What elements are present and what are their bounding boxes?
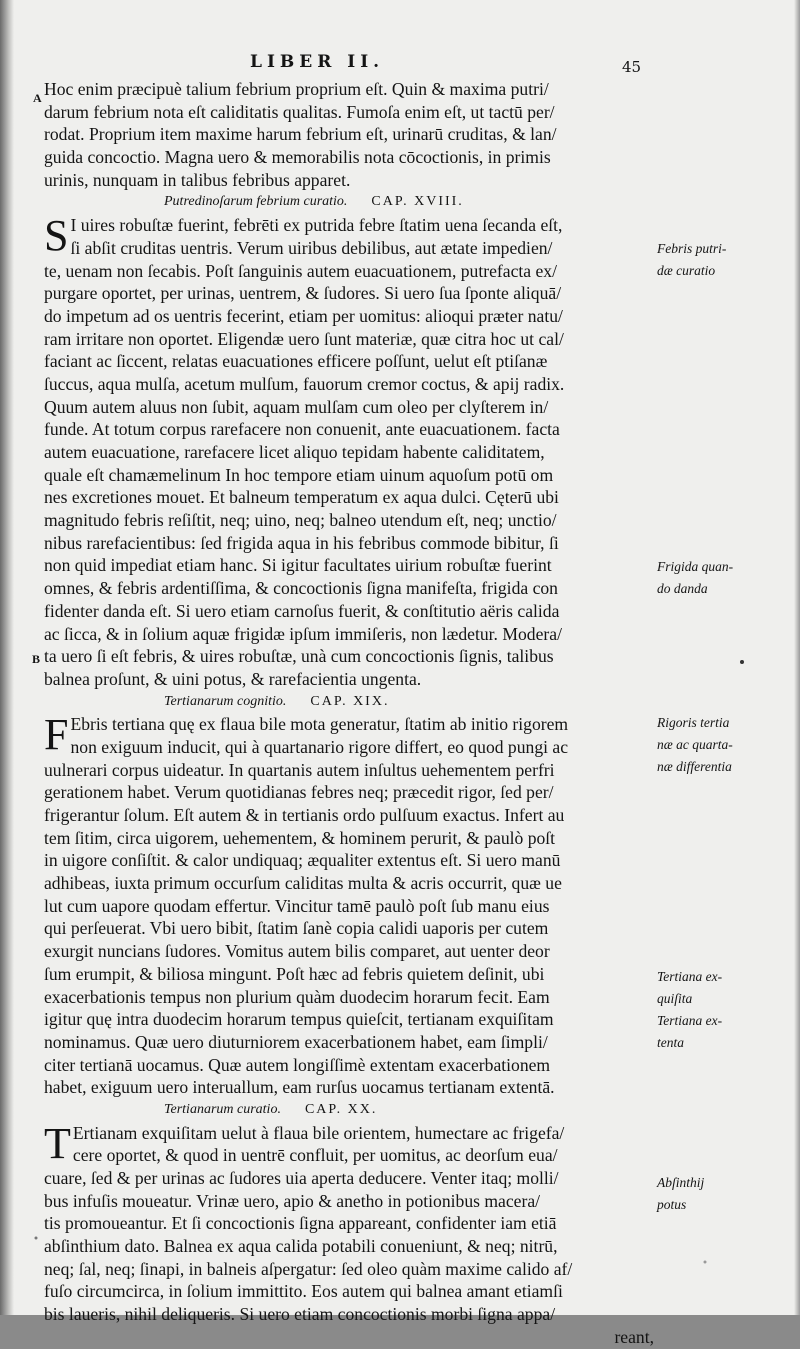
chapter-number: CAP. XIX. — [310, 693, 390, 709]
ink-speck — [35, 1237, 38, 1240]
text-line: do impetum ad os uentris fecerint, etiam per uomitus: alioqui præter natu/ — [44, 305, 563, 326]
text-line: qui perſeuerat. Vbi uero bibit, ſtatim ſanè copia calidi uaporis per cutem — [44, 918, 549, 939]
ink-speck — [740, 660, 744, 664]
text-line: S I uires robuſtæ fuerint, febrēti ex putrida febre ſtatim uena ſecanda eſt, — [44, 211, 563, 261]
chapter-title: Tertianarum cognitio. — [164, 693, 287, 709]
running-head: LIBER II. — [250, 52, 385, 72]
chapter-title: Tertianarum curatio. — [164, 1101, 281, 1117]
text-line: guida concoctio. Magna uero & memorabilis nota cōcoctionis, in primis — [44, 147, 551, 168]
margin-marker-b: B — [32, 652, 41, 666]
initial-capital: S — [44, 211, 69, 261]
text-line: tem ſitim, circa uigorem, uehementem, & hominem perurit, & paulò poſt — [44, 827, 556, 848]
text-line: ſuccus, aqua mulſa, acetum mulſum, fauorum cremor coctus, & apij radix. — [44, 373, 565, 394]
text-line: autem euacuatione, rarefacere licet aliquo tepidam habente caliditatem, — [44, 442, 545, 462]
text-line: fuſo circumcirca, in ſolium immittito. Eos autem qui balnea amant etiamſi — [44, 1281, 563, 1302]
text-line: Quum autem aluus non ſubit, aquam mulſam cum oleo per clyſterem in/ — [44, 396, 549, 417]
text-line: Hoc enim præcipuè talium febrium proprium eſt. Quin & maxima putri/ — [44, 79, 549, 99]
chapter-heading — [44, 1099, 654, 1122]
text-line: habet, exiguum uero interuallum, eam rurſus uocamus tertianam extentā. — [44, 1077, 555, 1098]
text-line: igitur quę intra duodecim horarum tempus quieſcit, tertianam exquiſitam — [44, 1009, 554, 1030]
chapter-number: CAP. XVIII. — [371, 194, 464, 210]
side-note: Rigoris tertia næ ac quarta- næ differentia — [657, 715, 733, 774]
initial-capital: F — [44, 710, 69, 760]
text-line: te, uenam non ſecabis. Poſt ſanguinis autem euacuationem, putrefacta ex/ — [44, 260, 557, 281]
margin-marker-a: A — [33, 91, 42, 105]
text-line: urinis, nunquam in talibus febribus apparet. — [44, 169, 351, 190]
text-line: balnea proſunt, & uini potus, & rarefacientia ungenta. — [44, 668, 422, 689]
text-line: non exiguum inducit, qui à quartanario rigore differt, eo quod pungi ac — [70, 736, 569, 757]
text-line: nominamus. Quæ uero diuturniorem exacerbationem habet, eam ſimpli/ — [44, 1031, 548, 1052]
page-number: 45 — [622, 58, 642, 76]
text-line: nibus rarefacientibus: ſed frigida aqua in his febribus commode bibitur, ſi — [44, 532, 559, 553]
text-line: tis promoueantur. Et ſi concoctionis ſigna appareant, confidenter iam etiā — [44, 1213, 557, 1234]
text-line: purgare oportet, per urinas, uentrem, & ſudores. Si uero ſua ſponte aliquā/ — [44, 283, 562, 304]
side-note: Tertiana ex- tenta — [657, 1013, 723, 1050]
chapter-heading — [44, 191, 654, 214]
text-line: rodat. Proprium item maxime harum febrium eſt, urinarū cruditas, & lan/ — [44, 124, 557, 145]
side-note: Abſinthij potus — [657, 1175, 705, 1212]
text-line: faciant ac ſiccent, relatas euacuationes efficere poſſunt, uelut eſt ptiſanæ — [44, 351, 548, 372]
text-line: bus infuſis moueatur. Vrinæ uero, apio & anetho in potionibus macera/ — [44, 1190, 541, 1211]
chapter-number: CAP. XX. — [304, 1101, 378, 1117]
side-note: Tertiana ex- quiſita — [657, 969, 723, 1006]
text-line: T Ertianam exquiſitam uelut à flaua bile orientem, humectare ac frigefa/ — [44, 1118, 565, 1168]
text-line: uulnerari corpus uideatur. In quartanis autem inſultus uehementem perfri — [44, 759, 555, 780]
text-line: lut cum uapore quodam effertur. Vincitur tamē paulò poſt ſub manu eius — [44, 895, 550, 916]
text-line: ſi abſit cruditas uentris. Verum uiribus debilibus, aut ætate impedien/ — [70, 237, 553, 258]
page-edge-shadow — [794, 0, 800, 1315]
text-line: ram irritare non oportet. Eligendæ uero ſunt materiæ, quæ citra hoc ut cal/ — [44, 328, 564, 349]
text-line: exacerbationis tempus non plurium quàm duodecim horarum fecit. Eam — [44, 986, 550, 1007]
text-line: funde. At totum corpus rarefacere non conuenit, ante euacuationem. facta — [44, 419, 560, 440]
text-line: darum febrium nota eſt caliditatis qualitas. Fumoſa enim eſt, ut tactū per/ — [44, 101, 555, 122]
initial-capital: T — [44, 1118, 71, 1168]
text-line: quale eſt chamæmelinum In hoc tempore etiam uinum aquoſum potū om — [44, 464, 554, 485]
text-line: F Ebris tertiana quę ex flaua bile mota generatur, ſtatim ab initio rigorem — [44, 710, 569, 760]
main-text — [44, 78, 654, 1349]
text-line: gerationem habet. Verum quotidianas febres neq; præcedit rigor, ſed per/ — [44, 782, 554, 803]
text-line: ta uero ſi eſt febris, & uires robuſtæ, unà cum concoctionis ſignis, talibus — [44, 646, 554, 667]
text-line: cere oportet, & quod in uentrē confluit, per uomitus, ac deorſum eua/ — [72, 1145, 558, 1166]
text-line: neq; ſal, neq; ſinapi, in balneis aſpergatur: ſed oleo quàm maxime calido af/ — [44, 1258, 573, 1279]
text-line: frigerantur ſolum. Eſt autem & in tertianis ordo pulſuum exactus. Infert au — [44, 805, 565, 825]
text-line: cuare, ſed & per urinas ac ſudores uia aperta deducere. Venter itaq; molli/ — [44, 1168, 559, 1188]
chapter-title: Putredinoſarum febrium curatio. — [164, 194, 348, 210]
text-line: adhibeas, iuxta primum occurſum caliditas multa & acris occurrit, quæ ue — [44, 873, 562, 894]
text-line: nes excretiones mouet. Et balneum temperatum ex aqua dulci. Cęterū ubi — [44, 487, 559, 508]
catchword: reant, — [614, 1326, 654, 1347]
side-note: Febris putri- dæ curatio — [657, 241, 727, 278]
chapter-heading — [44, 691, 654, 714]
text-line: magnitudo febris reſiſtit, neq; uino, neq; balneo utendum eſt, neq; unctio/ — [44, 510, 557, 531]
text-line: non quid impediat etiam hanc. Si igitur facultates uirium robuſtæ fuerint — [44, 555, 552, 576]
page-gutter-shadow — [0, 0, 14, 1315]
text-line: ſum erumpit, & biliosa mingunt. Poſt hæc ad febris quietem deſinit, ubi — [44, 963, 545, 984]
text-line: citer tertianā uocamus. Quæ autem longiſſimè extentam exacerbationem — [44, 1054, 551, 1075]
text-line: exurgit nuncians ſudores. Vomitus autem bilis comparet, aut uenter deor — [44, 941, 550, 962]
side-note: Frigida quan- do danda — [657, 559, 734, 596]
ink-speck — [704, 1261, 707, 1264]
text-line: in uigore conſiſtit. & calor undiquaq; æqualiter extentus eſt. Si uero manū — [44, 850, 561, 871]
text-line: bis laueris, nihil deliqueris. Si uero etiam concoctionis morbi ſigna appa/ — [44, 1304, 556, 1325]
text-line: abſinthium dato. Balnea ex aqua calida potabili conueniunt, & neq; nitrū, — [44, 1236, 558, 1257]
text-line: ac ſicca, & in ſolium aquæ frigidæ ipſum immiſeris, non lædetur. Modera/ — [44, 623, 562, 644]
text-line: fidenter danda eſt. Si uero etiam carnoſus fuerit, & conſtitutio aëris calida — [44, 600, 560, 621]
page-header — [0, 52, 800, 78]
text-line: omnes, & febris ardentiſſima, & concoctionis ſigna manifeſta, frigida con — [44, 578, 558, 599]
